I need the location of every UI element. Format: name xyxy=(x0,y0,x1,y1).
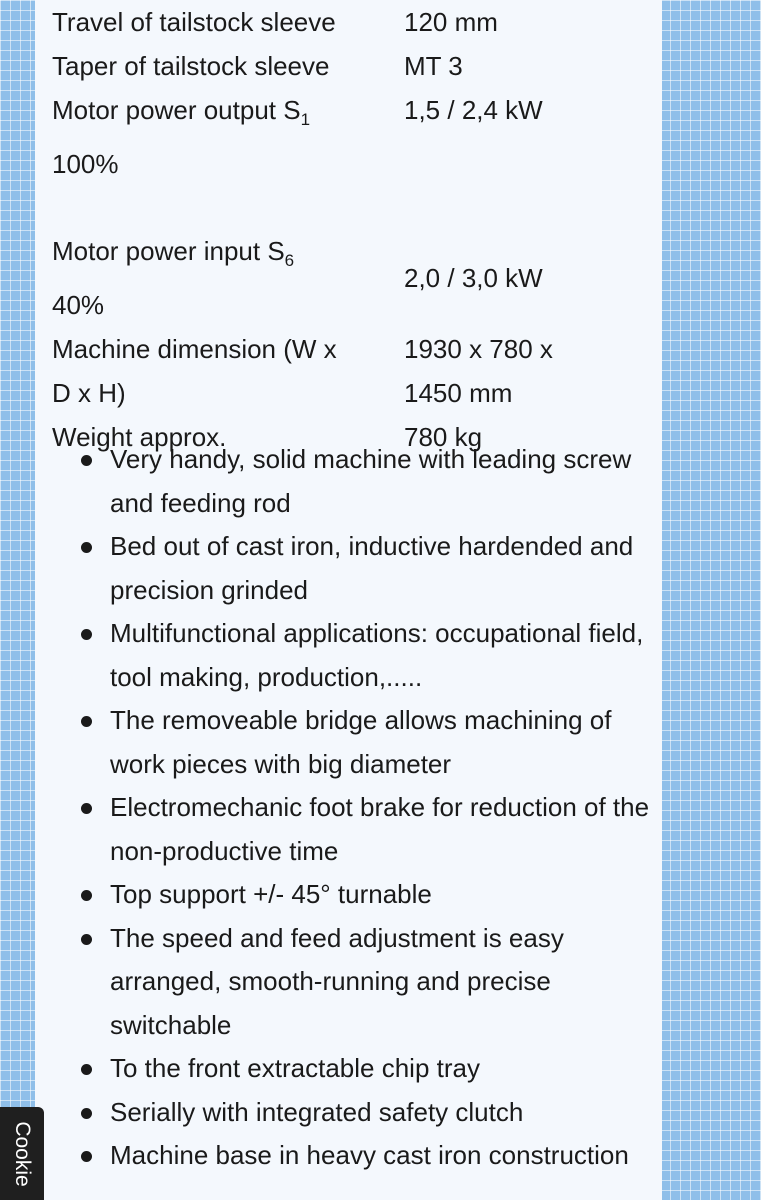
list-item xyxy=(0,786,761,873)
spec-value xyxy=(404,327,612,415)
spec-value: 120 mm xyxy=(404,7,498,37)
cookie-tab-label: Cookie xyxy=(11,1120,34,1187)
spec-value: 1,5 / 2,4 kW xyxy=(404,95,543,125)
spec-value: 780 kg xyxy=(404,422,483,453)
feature-line: Electromechanic foot brake for reduction of the xyxy=(110,792,650,822)
spec-label-subscript: 1 xyxy=(300,110,311,130)
feature-line: Bed out of cast iron, inductive hardended and xyxy=(110,531,634,561)
bullet-icon xyxy=(81,629,92,640)
bullet-icon xyxy=(81,1151,92,1162)
feature-line: arranged, smooth-running and precise xyxy=(110,966,551,996)
spec-label xyxy=(52,327,404,415)
bullet-icon xyxy=(81,455,92,466)
feature-line: The speed and feed adjustment is easy xyxy=(110,922,564,953)
bullet-icon xyxy=(81,1108,92,1119)
spec-label-line2: 40% xyxy=(52,290,105,321)
feature-line: work pieces with big diameter xyxy=(110,748,452,779)
feature-line: and feeding rod xyxy=(110,487,291,518)
spec-label xyxy=(52,88,404,186)
spec-row-motor-input xyxy=(52,229,612,327)
spec-value: 2,0 / 3,0 kW xyxy=(404,263,543,294)
list-item xyxy=(0,873,761,917)
bullet-icon xyxy=(81,716,92,727)
spec-value-line2: 1450 mm xyxy=(404,378,513,409)
spec-label-main: Motor power output S xyxy=(52,95,301,125)
spec-label: Weight approx. xyxy=(52,422,227,453)
bullet-icon xyxy=(81,890,92,901)
feature-line: precision grinded xyxy=(110,574,309,605)
spec-value: MT 3 xyxy=(404,51,463,81)
cookie-settings-button[interactable] xyxy=(0,1107,44,1200)
spec-label-line1: Machine dimension (W x xyxy=(52,334,337,365)
feature-line: Machine base in heavy cast iron construction xyxy=(110,1140,629,1170)
spec-label-main: Motor power input S xyxy=(52,236,285,267)
spec-value-line1: 1930 x 780 x xyxy=(404,334,553,365)
list-item xyxy=(0,1134,761,1178)
bullet-icon xyxy=(81,1064,92,1075)
spec-label-line2: 100% xyxy=(52,149,119,180)
list-item xyxy=(0,1047,761,1091)
feature-list xyxy=(0,438,761,1178)
spec-table xyxy=(52,0,612,459)
feature-line: To the front extractable chip tray xyxy=(110,1053,480,1083)
list-item xyxy=(0,1091,761,1135)
bullet-icon xyxy=(81,542,92,553)
spec-label: Travel of tailstock sleeve xyxy=(52,7,336,37)
feature-line: Top support +/- 45° turnable xyxy=(110,879,432,909)
spacer xyxy=(52,186,612,229)
spec-row-tailstock-travel xyxy=(52,0,612,44)
list-item xyxy=(0,438,761,525)
spec-label-subscript: 6 xyxy=(284,251,295,271)
feature-line: tool making, production,..... xyxy=(110,661,423,692)
bullet-icon xyxy=(81,934,92,945)
spec-row-machine-dimension xyxy=(52,327,612,415)
spec-label-line2: D x H) xyxy=(52,378,126,409)
spec-label xyxy=(52,229,404,327)
spec-row-motor-output xyxy=(52,88,612,186)
feature-line: Serially with integrated safety clutch xyxy=(110,1096,524,1127)
list-item xyxy=(0,612,761,699)
feature-line: The removeable bridge allows machining of xyxy=(110,705,612,735)
spec-label: Taper of tailstock sleeve xyxy=(52,51,330,81)
list-item xyxy=(0,525,761,612)
list-item xyxy=(0,699,761,786)
feature-line: Very handy, solid machine with leading screw xyxy=(110,444,632,474)
spec-row-tailstock-taper xyxy=(52,44,612,88)
bullet-icon xyxy=(81,803,92,814)
feature-line: non-productive time xyxy=(110,835,339,866)
feature-line: switchable xyxy=(110,1009,232,1040)
list-item xyxy=(0,917,761,1048)
feature-line: Multifunctional applications: occupational field, xyxy=(110,618,644,648)
